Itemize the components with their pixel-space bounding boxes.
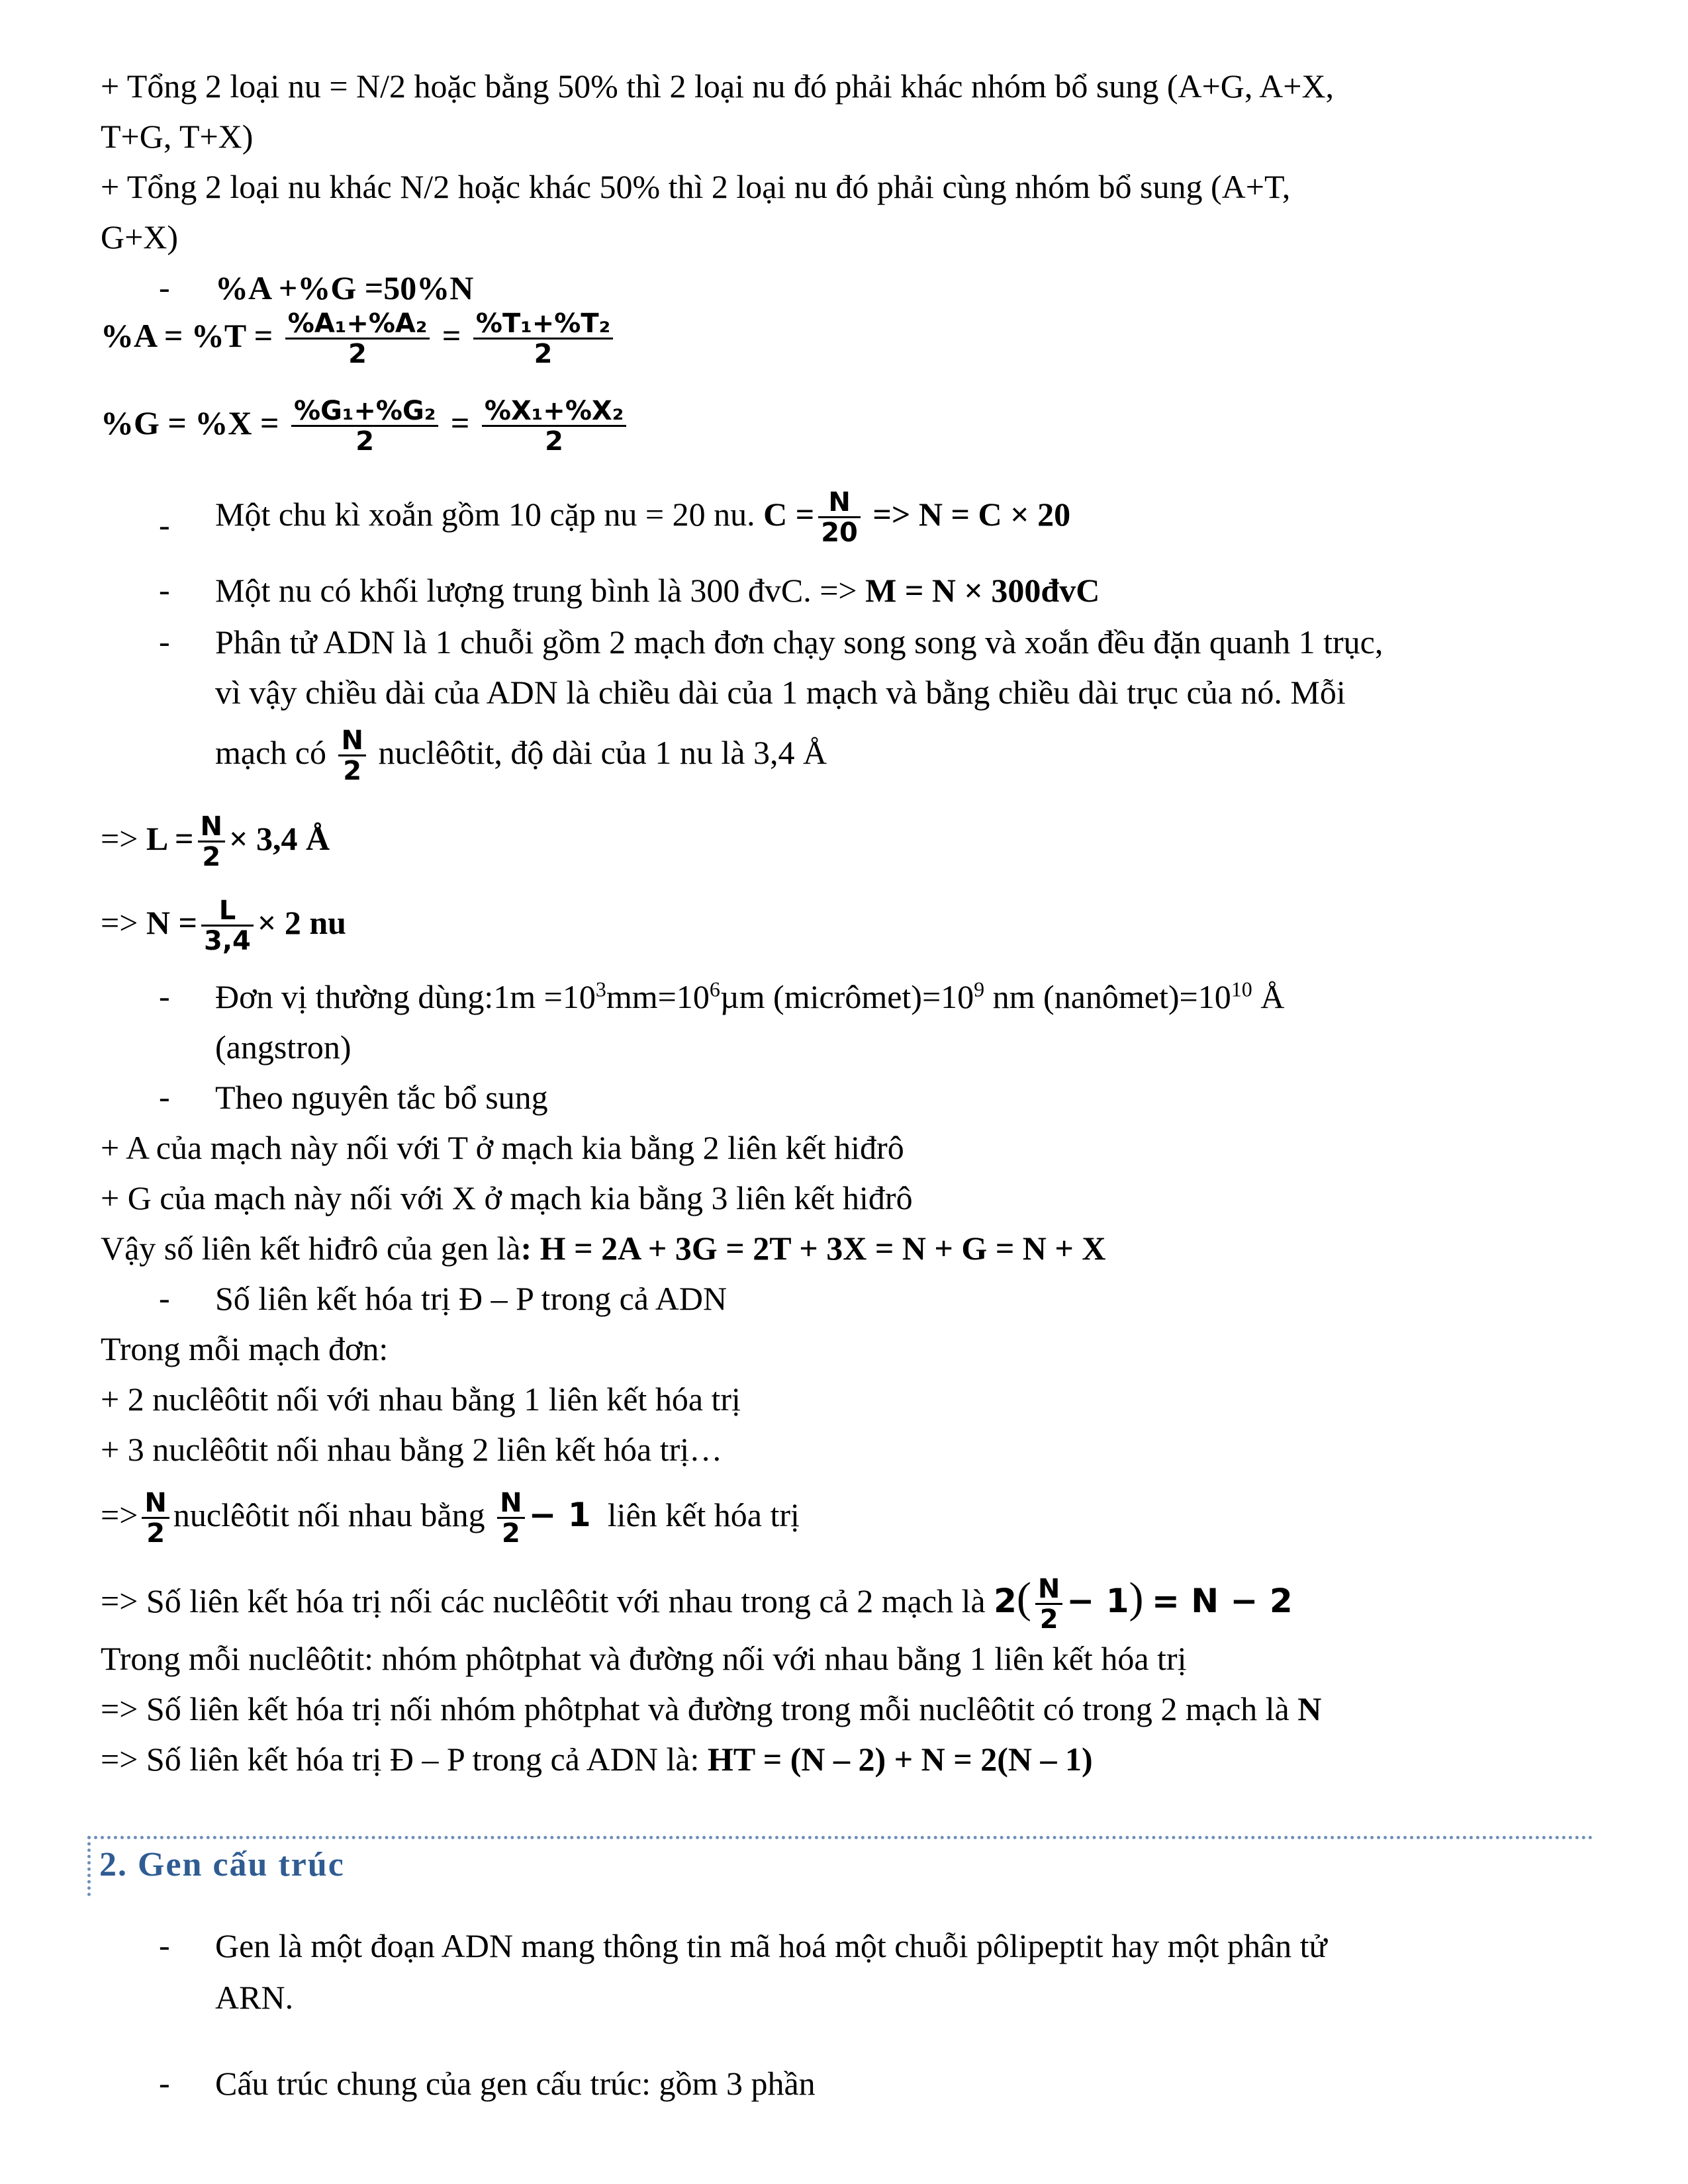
bullet-dash: -: [159, 571, 170, 608]
bullet-dash: -: [159, 2064, 170, 2101]
rule-half-text: + Tổng 2 loại nu = N/2 hoặc bằng 50% thì 2 loại nu đó phải khác nhóm bổ sung (A+G, A+X,: [101, 68, 1335, 105]
bullet-dash: -: [159, 269, 170, 306]
formula-percent-g: %G = %X = $\frac{\text{\%G₁+\%G₂}}{2}$ = $\frac{\text{\%X₁+\%X₂}}{2}$: [101, 397, 630, 456]
formula-n-from-length: => N = $\frac{L}{3,4}$ × 2 nu: [101, 895, 346, 956]
phosphate-sugar-total: => Số liên kết hóa trị nối nhóm phôtphat và đường trong mỗi nuclêôtit có trong 2 mạch là N: [101, 1690, 1322, 1727]
bullet-dash: -: [159, 1927, 170, 1964]
gene-structure-line: Cấu trúc chung của gen cấu trúc: gồm 3 phần: [215, 2065, 816, 2102]
half-n-bonds: => $\frac{N}{2}$ nuclêôtit nối nhau bằng $\frac{N}{2}$ − 1 liên kết hóa trị: [101, 1488, 800, 1549]
length-line-1: Phân tử ADN là 1 chuỗi gồm 2 mạch đơn chạy song song và xoắn đều đặn quanh 1 trục,: [215, 623, 1383, 660]
gene-definition-line-2: ARN.: [215, 1979, 294, 2016]
single-strand-intro: Trong mỗi mạch đơn:: [101, 1330, 389, 1367]
units-line: Đơn vị thường dùng:1m $=10^3mm=10^6\mu m$ $(micrômet)=10^9$ nm $(nanômet)=10^{10}$ Å: [215, 977, 1285, 1015]
rule-not-half-text: + Tổng 2 loại nu khác N/2 hoặc khác 50% thì 2 loại nu đó phải cùng nhóm bổ sung (A+T,: [101, 168, 1291, 205]
bullet-dash: -: [159, 1279, 170, 1316]
covalent-bond-heading: Số liên kết hóa trị Đ – P trong cả ADN: [215, 1280, 727, 1317]
three-nucleotides: + 3 nuclêôtit nối nhau bằng 2 liên kết hóa trị…: [101, 1431, 723, 1468]
both-strands-bonds: => Số liên kết hóa trị nối các nuclêôtit với nhau trong cả 2 mạch là 2( $\frac{N}{2}$ − 1) = N − 2: [101, 1573, 1293, 1635]
gene-definition-line-1: Gen là một đoạn ADN mang thông tin mã hoá một chuỗi pôlipeptit hay một phân tử: [215, 1927, 1327, 1964]
hbond-g-x: + G của mạch này nối với X ở mạch kia bằng 3 liên kết hiđrô: [101, 1179, 913, 1216]
length-line-2: vì vậy chiều dài của ADN là chiều dài của 1 mạch và bằng chiều dài trục của nó. Mỗi: [215, 674, 1346, 711]
hbond-a-t: + A của mạch này nối với T ở mạch kia bằng 2 liên kết hiđrô: [101, 1129, 904, 1166]
rule-not-half-text-cont: G+X): [101, 218, 179, 255]
bullet-dash: -: [159, 506, 170, 543]
formula-length: => L = $\frac{N}{2}$ × 3,4 Å: [101, 811, 330, 872]
two-nucleotides: + 2 nuclêôtit nối với nhau bằng 1 liên kết hóa trị: [101, 1381, 741, 1418]
bullet-dash: -: [159, 1078, 170, 1115]
rule-half-text-cont: T+G, T+X): [101, 118, 254, 155]
bullet-dash: -: [159, 623, 170, 660]
formula-percent-a: %A = %T = $\frac{\text{\%A₁+\%A₂}}{2}$ = $\frac{\text{\%T₁+\%T₂}}{2}$: [101, 310, 617, 369]
total-covalent-bonds: => Số liên kết hóa trị Đ – P trong cả ADN là: HT = (N – 2) + N = 2(N – 1): [101, 1741, 1093, 1778]
bullet-dash: -: [159, 978, 170, 1015]
length-line-3: mạch có $\frac{N}{2}$ nuclêôtit, độ dài của 1 nu là 3,4 Å: [215, 725, 827, 786]
cycle-line: Một chu kì xoắn gồm 10 cặp nu = 20 nu. C = $\frac{N}{20}$ => N = C × 20: [215, 487, 1071, 548]
units-line-2: (angstron): [215, 1028, 352, 1066]
section-title: 2. Gen cấu trúc: [99, 1846, 345, 1884]
complementary-principle: Theo nguyên tắc bổ sung: [215, 1079, 548, 1116]
mass-line: Một nu có khối lượng trung bình là 300 đvC. => M = N × 300đvC: [215, 572, 1100, 609]
formula-sum-percent: %A +%G =50%N: [215, 269, 474, 306]
phosphate-sugar-bond: Trong mỗi nuclêôtit: nhóm phôtphat và đường nối với nhau bằng 1 liên kết hóa trị: [101, 1640, 1187, 1677]
hbond-total: Vậy số liên kết hiđrô của gen là: H = 2A + 3G = 2T + 3X = N + G = N + X: [101, 1230, 1106, 1267]
